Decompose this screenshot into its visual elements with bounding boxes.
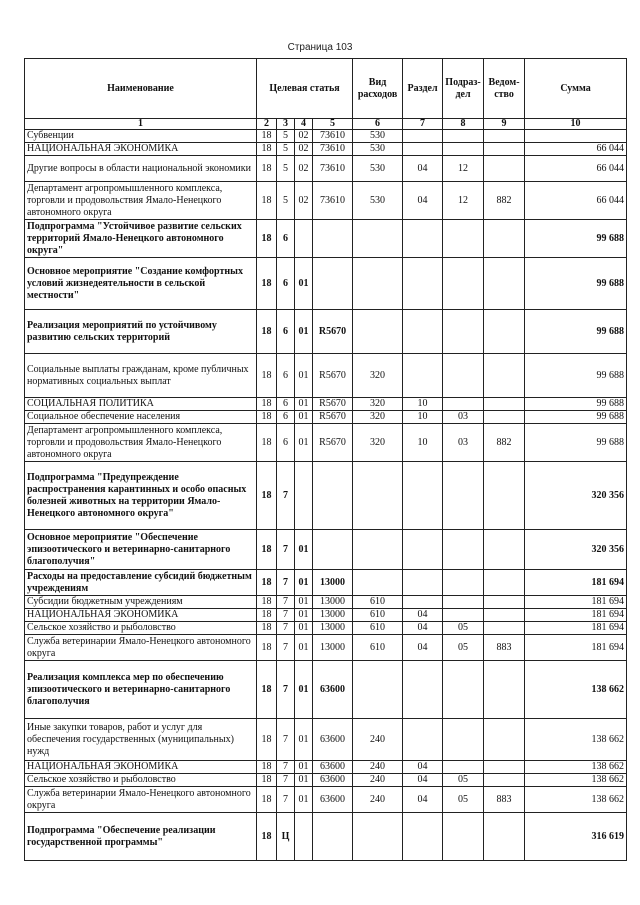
target-code-program: 18 [257,761,277,774]
table-row [25,462,627,530]
target-code-event: 01 [295,761,313,774]
target-code-program: 18 [257,787,277,813]
podrazdel-code [443,220,484,258]
razdel-code [403,310,443,354]
target-code-program: 18 [257,774,277,787]
target-code-direction: 13000 [313,622,353,635]
colnum: 2 [257,119,277,130]
target-code-event: 01 [295,354,313,398]
target-code-subprogram: 7 [277,622,295,635]
target-code-direction: 63600 [313,661,353,719]
target-code-program: 18 [257,143,277,156]
header-razdel: Раздел [403,59,443,119]
target-code-program: 18 [257,156,277,182]
row-name: Подпрограмма "Обеспечение реализации государственной программы" [25,813,257,861]
row-sum: 181 694 [525,622,627,635]
table-row [25,609,627,622]
target-code-event: 02 [295,182,313,220]
razdel-code [403,813,443,861]
vid-code [353,310,403,354]
target-code-program: 18 [257,622,277,635]
vid-code [353,570,403,596]
vedomstvo-code [484,813,525,861]
podrazdel-code [443,530,484,570]
target-code-event: 01 [295,622,313,635]
podrazdel-code: 05 [443,774,484,787]
row-name: СОЦИАЛЬНАЯ ПОЛИТИКА [25,398,257,411]
table-row [25,774,627,787]
colnum: 5 [313,119,353,130]
table-row [25,787,627,813]
target-code-program: 18 [257,570,277,596]
target-code-event: 01 [295,258,313,310]
target-code-subprogram: 7 [277,596,295,609]
target-code-event: 01 [295,310,313,354]
row-sum: 181 694 [525,570,627,596]
razdel-code [403,530,443,570]
target-code-program: 18 [257,411,277,424]
table-row [25,398,627,411]
row-name: Социальное обеспечение населения [25,411,257,424]
target-code-direction: 13000 [313,609,353,622]
target-code-program: 18 [257,398,277,411]
razdel-code [403,220,443,258]
podrazdel-code [443,596,484,609]
target-code-program: 18 [257,354,277,398]
vedomstvo-code [484,220,525,258]
vedomstvo-code [484,354,525,398]
row-sum: 181 694 [525,596,627,609]
vedomstvo-code [484,719,525,761]
target-code-program: 18 [257,130,277,143]
row-sum: 138 662 [525,774,627,787]
row-sum: 181 694 [525,635,627,661]
row-sum: 138 662 [525,787,627,813]
podrazdel-code [443,719,484,761]
row-sum: 66 044 [525,143,627,156]
row-sum: 320 356 [525,530,627,570]
target-code-event [295,813,313,861]
vid-code: 320 [353,411,403,424]
row-name: Департамент агропромышленного комплекса, торговли и продовольствия Ямало-Ненецкого автономного округа [25,424,257,462]
target-code-direction: 73610 [313,143,353,156]
vid-code: 530 [353,130,403,143]
vid-code: 610 [353,596,403,609]
target-code-event: 01 [295,609,313,622]
target-code-direction [313,813,353,861]
target-code-subprogram: 5 [277,143,295,156]
target-code-subprogram: 5 [277,130,295,143]
podrazdel-code: 05 [443,635,484,661]
razdel-code [403,258,443,310]
target-code-event: 01 [295,596,313,609]
table-row [25,411,627,424]
header-podrazdel: Подраз-дел [443,59,484,119]
vid-code [353,530,403,570]
podrazdel-code [443,462,484,530]
target-code-direction: 73610 [313,130,353,143]
target-code-program: 18 [257,813,277,861]
row-name: Департамент агропромышленного комплекса, торговли и продовольствия Ямало-Ненецкого автономного округа [25,182,257,220]
podrazdel-code [443,398,484,411]
target-code-subprogram: 7 [277,719,295,761]
row-name: НАЦИОНАЛЬНАЯ ЭКОНОМИКА [25,143,257,156]
vid-code: 610 [353,635,403,661]
target-code-subprogram: 6 [277,220,295,258]
row-name: Расходы на предоставление субсидий бюджетным учреждениям [25,570,257,596]
colnum: 8 [443,119,484,130]
razdel-code: 10 [403,411,443,424]
row-name: Другие вопросы в области национальной экономики [25,156,257,182]
row-name: Реализация комплекса мер по обеспечению эпизоотического и ветеринарно-санитарного благополучия [25,661,257,719]
vid-code: 320 [353,354,403,398]
row-sum: 138 662 [525,661,627,719]
row-name: Служба ветеринарии Ямало-Ненецкого автономного округа [25,787,257,813]
row-name: Иные закупки товаров, работ и услуг для обеспечения государственных (муниципальных) нужд [25,719,257,761]
vid-code: 530 [353,156,403,182]
table-row [25,130,627,143]
target-code-direction: 73610 [313,182,353,220]
row-sum: 320 356 [525,462,627,530]
target-code-direction: 63600 [313,761,353,774]
vid-code: 240 [353,787,403,813]
row-sum: 99 688 [525,220,627,258]
target-code-program: 18 [257,661,277,719]
row-name: НАЦИОНАЛЬНАЯ ЭКОНОМИКА [25,609,257,622]
table-row [25,622,627,635]
razdel-code [403,596,443,609]
table-row [25,635,627,661]
target-code-direction: R5670 [313,398,353,411]
vid-code: 320 [353,424,403,462]
razdel-code [403,143,443,156]
podrazdel-code: 05 [443,622,484,635]
row-name: Субвенции [25,130,257,143]
podrazdel-code [443,143,484,156]
vid-code: 240 [353,761,403,774]
vid-code: 530 [353,182,403,220]
row-sum: 99 688 [525,258,627,310]
target-code-event: 02 [295,143,313,156]
podrazdel-code [443,761,484,774]
colnum: 7 [403,119,443,130]
row-name: Подпрограмма "Устойчивое развитие сельских территорий Ямало-Ненецкого автономного округа" [25,220,257,258]
target-code-direction: 13000 [313,570,353,596]
table-row [25,354,627,398]
podrazdel-code: 12 [443,182,484,220]
target-code-subprogram: 5 [277,182,295,220]
target-code-event: 01 [295,635,313,661]
target-code-subprogram: 7 [277,761,295,774]
podrazdel-code: 03 [443,424,484,462]
table-row [25,570,627,596]
podrazdel-code: 03 [443,411,484,424]
target-code-subprogram: 7 [277,774,295,787]
target-code-program: 18 [257,462,277,530]
target-code-subprogram: 6 [277,398,295,411]
vedomstvo-code: 883 [484,635,525,661]
target-code-direction [313,220,353,258]
row-sum: 181 694 [525,609,627,622]
colnum: 10 [525,119,627,130]
vid-code [353,462,403,530]
target-code-subprogram: 6 [277,310,295,354]
target-code-subprogram: 6 [277,411,295,424]
razdel-code: 10 [403,424,443,462]
razdel-code: 04 [403,622,443,635]
table-row [25,661,627,719]
target-code-event: 01 [295,530,313,570]
row-sum [525,130,627,143]
table-row [25,761,627,774]
row-sum: 66 044 [525,182,627,220]
target-code-direction: R5670 [313,310,353,354]
vedomstvo-code [484,609,525,622]
row-name: Основное мероприятие "Обеспечение эпизоотического и ветеринарно-санитарного благополучия" [25,530,257,570]
target-code-program: 18 [257,258,277,310]
target-code-subprogram: 7 [277,570,295,596]
vedomstvo-code [484,462,525,530]
row-sum: 99 688 [525,411,627,424]
target-code-program: 18 [257,424,277,462]
target-code-direction: 63600 [313,774,353,787]
razdel-code: 10 [403,398,443,411]
column-number-row [25,119,627,130]
target-code-direction: 63600 [313,719,353,761]
row-name: Подпрограмма "Предупреждение распространения карантинных и особо опасных болезней животных на территории Ямало-Ненецкого автономного округа" [25,462,257,530]
target-code-event: 01 [295,787,313,813]
colnum: 9 [484,119,525,130]
row-name: Сельское хозяйство и рыболовство [25,622,257,635]
table-row [25,719,627,761]
target-code-direction: 73610 [313,156,353,182]
budget-table [24,58,627,861]
target-code-program: 18 [257,719,277,761]
row-name: Реализация мероприятий по устойчивому развитию сельских территорий [25,310,257,354]
razdel-code [403,570,443,596]
vedomstvo-code [484,774,525,787]
target-code-direction [313,462,353,530]
podrazdel-code [443,130,484,143]
target-code-direction: R5670 [313,411,353,424]
target-code-program: 18 [257,182,277,220]
target-code-direction: R5670 [313,424,353,462]
podrazdel-code: 12 [443,156,484,182]
razdel-code: 04 [403,635,443,661]
vid-code [353,661,403,719]
row-sum: 99 688 [525,354,627,398]
target-code-event: 02 [295,156,313,182]
target-code-program: 18 [257,530,277,570]
razdel-code [403,130,443,143]
target-code-event [295,220,313,258]
podrazdel-code [443,609,484,622]
vedomstvo-code: 883 [484,787,525,813]
target-code-program: 18 [257,310,277,354]
target-code-program: 18 [257,635,277,661]
target-code-event: 01 [295,661,313,719]
podrazdel-code [443,661,484,719]
target-code-event: 02 [295,130,313,143]
header-summa: Сумма [525,59,627,119]
vedomstvo-code: 882 [484,182,525,220]
razdel-code: 04 [403,787,443,813]
target-code-subprogram: 7 [277,635,295,661]
vedomstvo-code [484,398,525,411]
razdel-code: 04 [403,761,443,774]
vedomstvo-code [484,596,525,609]
vedomstvo-code [484,411,525,424]
target-code-program: 18 [257,609,277,622]
target-code-event: 01 [295,719,313,761]
row-name: Основное мероприятие "Создание комфортных условий жизнедеятельности в сельской местности" [25,258,257,310]
target-code-subprogram: 6 [277,354,295,398]
row-sum: 316 619 [525,813,627,861]
vid-code: 610 [353,622,403,635]
vid-code: 320 [353,398,403,411]
podrazdel-code [443,354,484,398]
table-row [25,424,627,462]
vedomstvo-code [484,761,525,774]
target-code-subprogram: 7 [277,787,295,813]
row-name: Субсидии бюджетным учреждениям [25,596,257,609]
table-row [25,143,627,156]
header-target: Целевая статья [257,59,353,119]
row-sum: 66 044 [525,156,627,182]
target-code-direction: 13000 [313,635,353,661]
podrazdel-code: 05 [443,787,484,813]
colnum: 6 [353,119,403,130]
vid-code: 240 [353,719,403,761]
target-code-direction [313,258,353,310]
target-code-subprogram: Ц [277,813,295,861]
target-code-subprogram: 5 [277,156,295,182]
table-row [25,596,627,609]
row-name: НАЦИОНАЛЬНАЯ ЭКОНОМИКА [25,761,257,774]
vedomstvo-code [484,530,525,570]
razdel-code [403,354,443,398]
colnum: 4 [295,119,313,130]
razdel-code [403,719,443,761]
vedomstvo-code [484,310,525,354]
page-number: Страница 103 [287,42,353,53]
target-code-direction: 13000 [313,596,353,609]
vedomstvo-code [484,661,525,719]
header-name: Наименование [25,59,257,119]
vid-code: 240 [353,774,403,787]
target-code-program: 18 [257,220,277,258]
vid-code [353,258,403,310]
podrazdel-code [443,570,484,596]
vedomstvo-code [484,258,525,310]
target-code-subprogram: 7 [277,661,295,719]
table-row [25,182,627,220]
row-sum: 99 688 [525,398,627,411]
target-code-direction [313,530,353,570]
target-code-program: 18 [257,596,277,609]
row-sum: 99 688 [525,424,627,462]
podrazdel-code [443,258,484,310]
table-row [25,310,627,354]
target-code-event: 01 [295,570,313,596]
table-row [25,156,627,182]
target-code-direction: R5670 [313,354,353,398]
podrazdel-code [443,310,484,354]
razdel-code [403,661,443,719]
razdel-code [403,462,443,530]
vid-code: 610 [353,609,403,622]
row-sum: 138 662 [525,719,627,761]
header-vedomstvo: Ведом-ство [484,59,525,119]
vid-code [353,220,403,258]
target-code-subprogram: 6 [277,424,295,462]
row-name: Служба ветеринарии Ямало-Ненецкого автономного округа [25,635,257,661]
razdel-code: 04 [403,182,443,220]
row-sum: 99 688 [525,310,627,354]
vedomstvo-code: 882 [484,424,525,462]
row-name: Сельское хозяйство и рыболовство [25,774,257,787]
razdel-code: 04 [403,156,443,182]
target-code-event: 01 [295,398,313,411]
target-code-event: 01 [295,774,313,787]
target-code-direction: 63600 [313,787,353,813]
table-row [25,813,627,861]
target-code-event: 01 [295,411,313,424]
target-code-subprogram: 7 [277,609,295,622]
razdel-code: 04 [403,609,443,622]
vedomstvo-code [484,156,525,182]
target-code-event [295,462,313,530]
table-row [25,220,627,258]
target-code-subprogram: 6 [277,258,295,310]
colnum: 3 [277,119,295,130]
table-row [25,258,627,310]
razdel-code: 04 [403,774,443,787]
podrazdel-code [443,813,484,861]
vedomstvo-code [484,570,525,596]
header-vid: Вид расходов [353,59,403,119]
row-name: Социальные выплаты гражданам, кроме публичных нормативных социальных выплат [25,354,257,398]
table-row [25,530,627,570]
vedomstvo-code [484,143,525,156]
header-row [25,59,627,119]
vedomstvo-code [484,130,525,143]
vid-code [353,813,403,861]
colnum: 1 [25,119,257,130]
vid-code: 530 [353,143,403,156]
target-code-subprogram: 7 [277,462,295,530]
target-code-event: 01 [295,424,313,462]
target-code-subprogram: 7 [277,530,295,570]
vedomstvo-code [484,622,525,635]
row-sum: 138 662 [525,761,627,774]
